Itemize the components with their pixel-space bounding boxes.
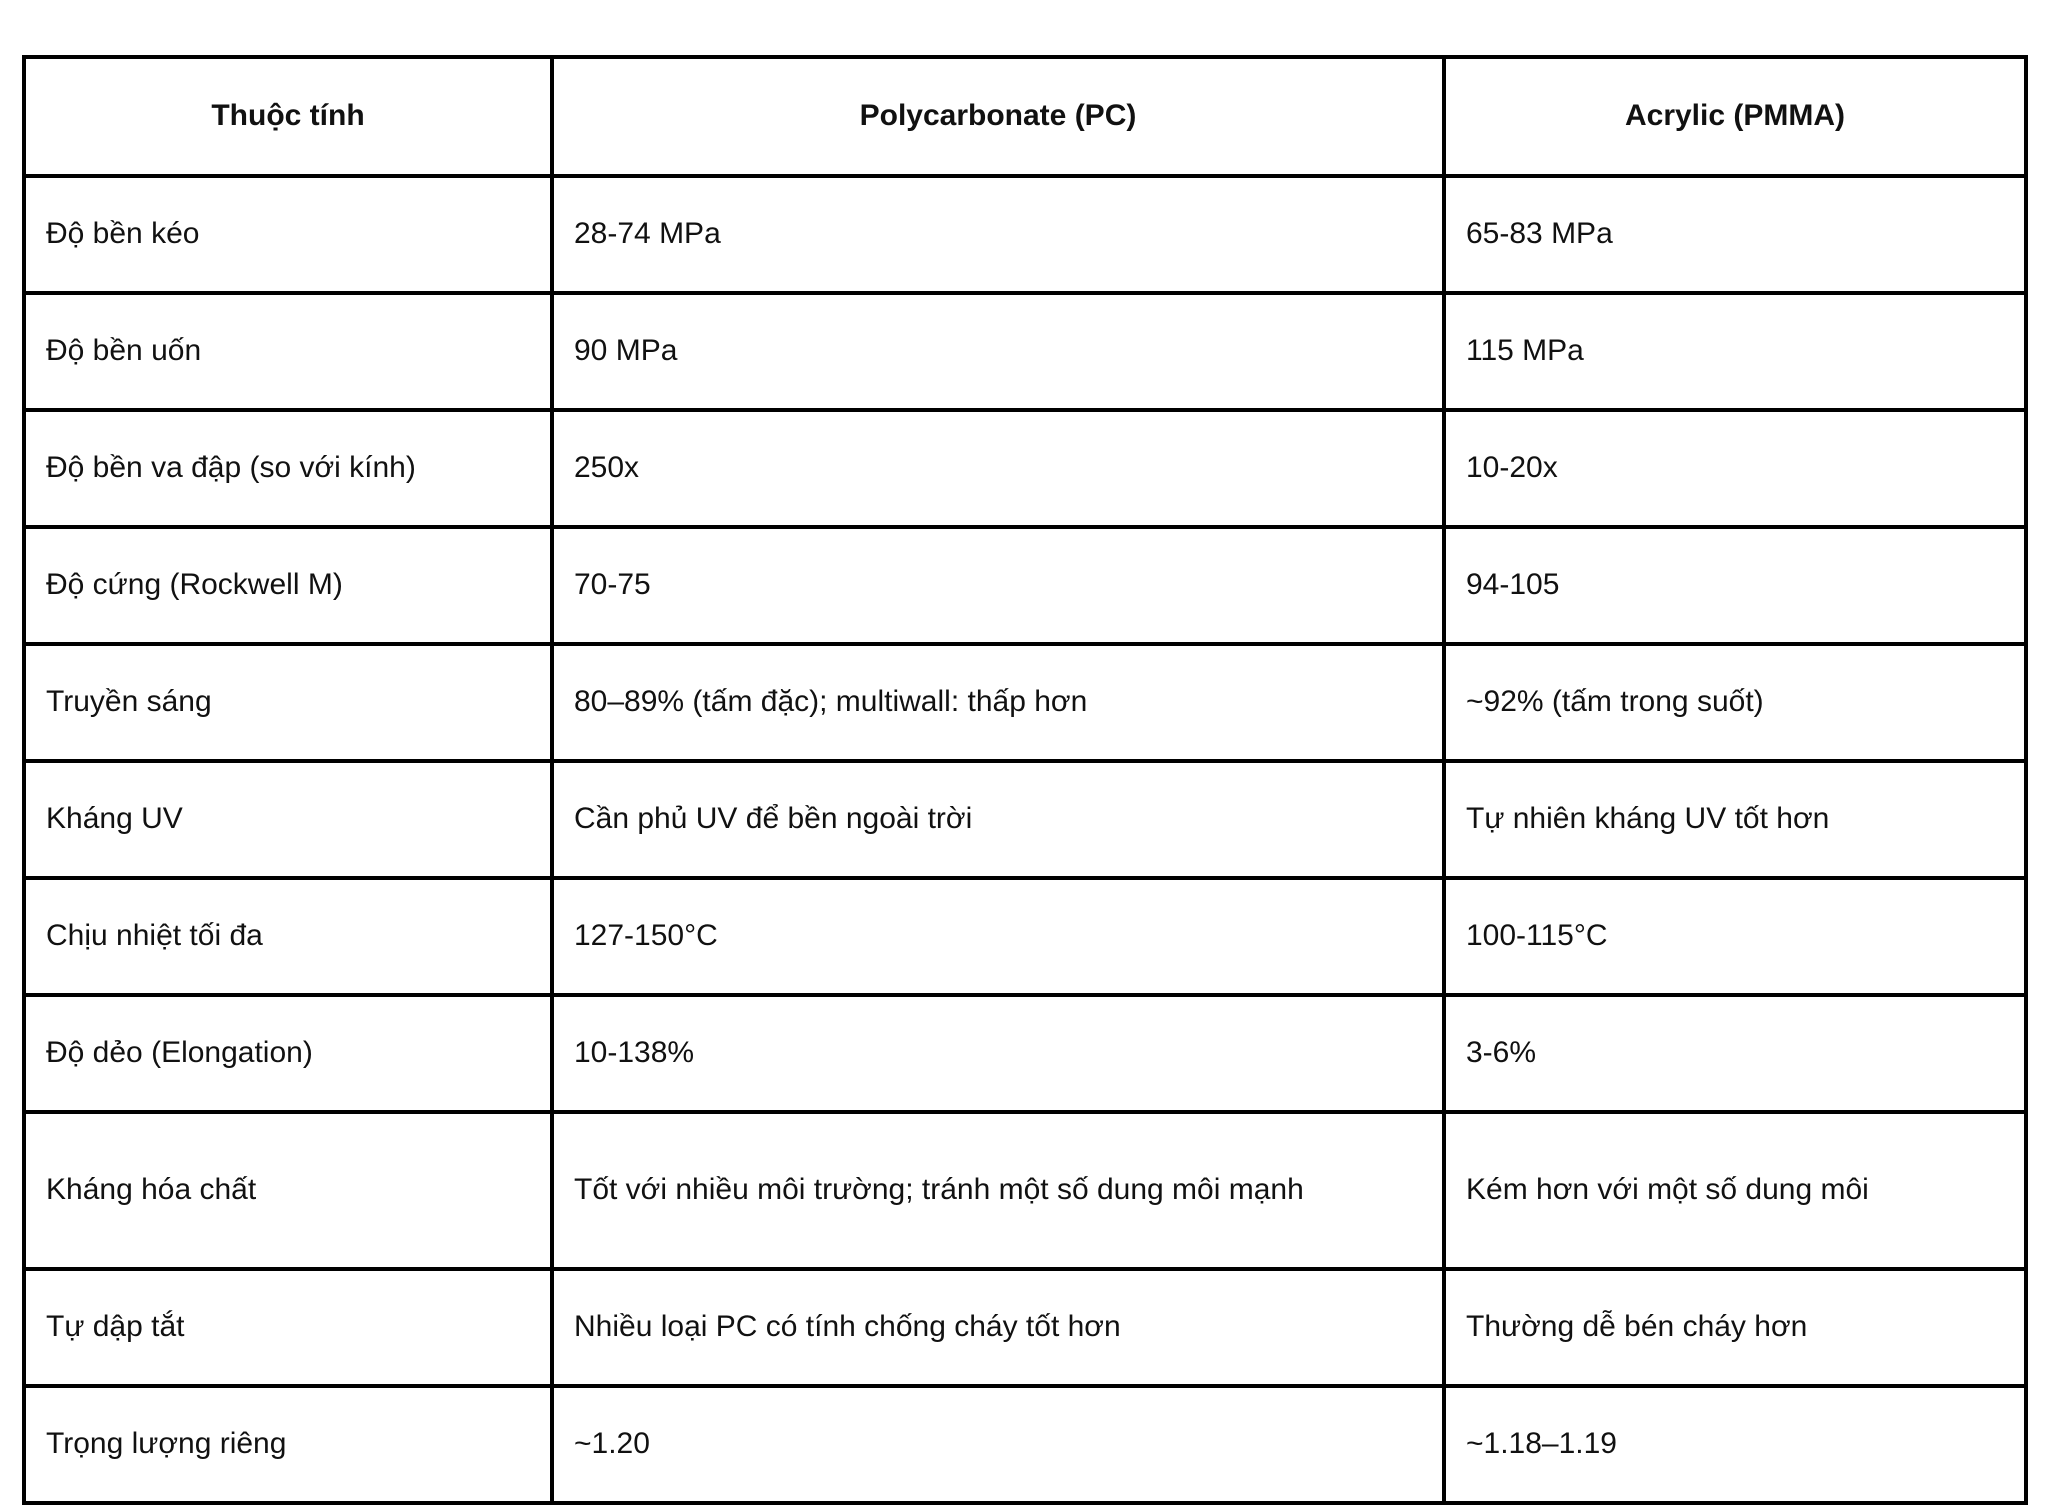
property-cell: Kháng UV <box>24 761 552 878</box>
table-row-hardness <box>24 527 2026 644</box>
pmma-value-cell: 115 MPa <box>1444 293 2026 410</box>
property-cell: Độ bền va đập (so với kính) <box>24 410 552 527</box>
header-row <box>24 57 2026 176</box>
pc-value-cell: 250x <box>552 410 1444 527</box>
column-header-polycarbonate: Polycarbonate (PC) <box>552 57 1444 176</box>
table-row-flexural-strength <box>24 293 2026 410</box>
pc-value-cell: 80–89% (tấm đặc); multiwall: thấp hơn <box>552 644 1444 761</box>
pmma-value-cell: 100-115°C <box>1444 878 2026 995</box>
pc-value-cell: ~1.20 <box>552 1386 1444 1503</box>
table-row-max-heat <box>24 878 2026 995</box>
pmma-value-cell: ~1.18–1.19 <box>1444 1386 2026 1503</box>
property-cell: Kháng hóa chất <box>24 1112 552 1269</box>
property-cell: Độ bền kéo <box>24 176 552 293</box>
property-cell: Độ dẻo (Elongation) <box>24 995 552 1112</box>
property-cell: Trọng lượng riêng <box>24 1386 552 1503</box>
table-row-light-transmission <box>24 644 2026 761</box>
table-row-impact-strength <box>24 410 2026 527</box>
pmma-value-cell: Kém hơn với một số dung môi <box>1444 1112 2026 1269</box>
pc-value-cell: Tốt với nhiều môi trường; tránh một số dung môi mạnh <box>552 1112 1444 1269</box>
property-cell: Chịu nhiệt tối đa <box>24 878 552 995</box>
pc-value-cell: 70-75 <box>552 527 1444 644</box>
pc-value-cell: 10-138% <box>552 995 1444 1112</box>
table-row-tensile-strength <box>24 176 2026 293</box>
pc-value-cell: Cần phủ UV để bền ngoài trời <box>552 761 1444 878</box>
table-row-uv-resistance <box>24 761 2026 878</box>
column-header-acrylic: Acrylic (PMMA) <box>1444 57 2026 176</box>
pmma-value-cell: ~92% (tấm trong suốt) <box>1444 644 2026 761</box>
column-header-property: Thuộc tính <box>24 57 552 176</box>
pmma-value-cell: 65-83 MPa <box>1444 176 2026 293</box>
property-cell: Tự dập tắt <box>24 1269 552 1386</box>
pc-value-cell: 127-150°C <box>552 878 1444 995</box>
table-row-specific-gravity <box>24 1386 2026 1503</box>
property-cell: Truyền sáng <box>24 644 552 761</box>
pc-value-cell: Nhiều loại PC có tính chống cháy tốt hơn <box>552 1269 1444 1386</box>
pmma-value-cell: Tự nhiên kháng UV tốt hơn <box>1444 761 2026 878</box>
pc-value-cell: 28-74 MPa <box>552 176 1444 293</box>
pmma-value-cell: Thường dễ bén cháy hơn <box>1444 1269 2026 1386</box>
table-row-elongation <box>24 995 2026 1112</box>
pmma-value-cell: 94-105 <box>1444 527 2026 644</box>
table-row-chemical-resistance <box>24 1112 2026 1269</box>
pmma-value-cell: 10-20x <box>1444 410 2026 527</box>
property-cell: Độ cứng (Rockwell M) <box>24 527 552 644</box>
table-row-self-extinguishing <box>24 1269 2026 1386</box>
pmma-value-cell: 3-6% <box>1444 995 2026 1112</box>
material-comparison-table <box>22 55 2028 1505</box>
property-cell: Độ bền uốn <box>24 293 552 410</box>
pc-value-cell: 90 MPa <box>552 293 1444 410</box>
